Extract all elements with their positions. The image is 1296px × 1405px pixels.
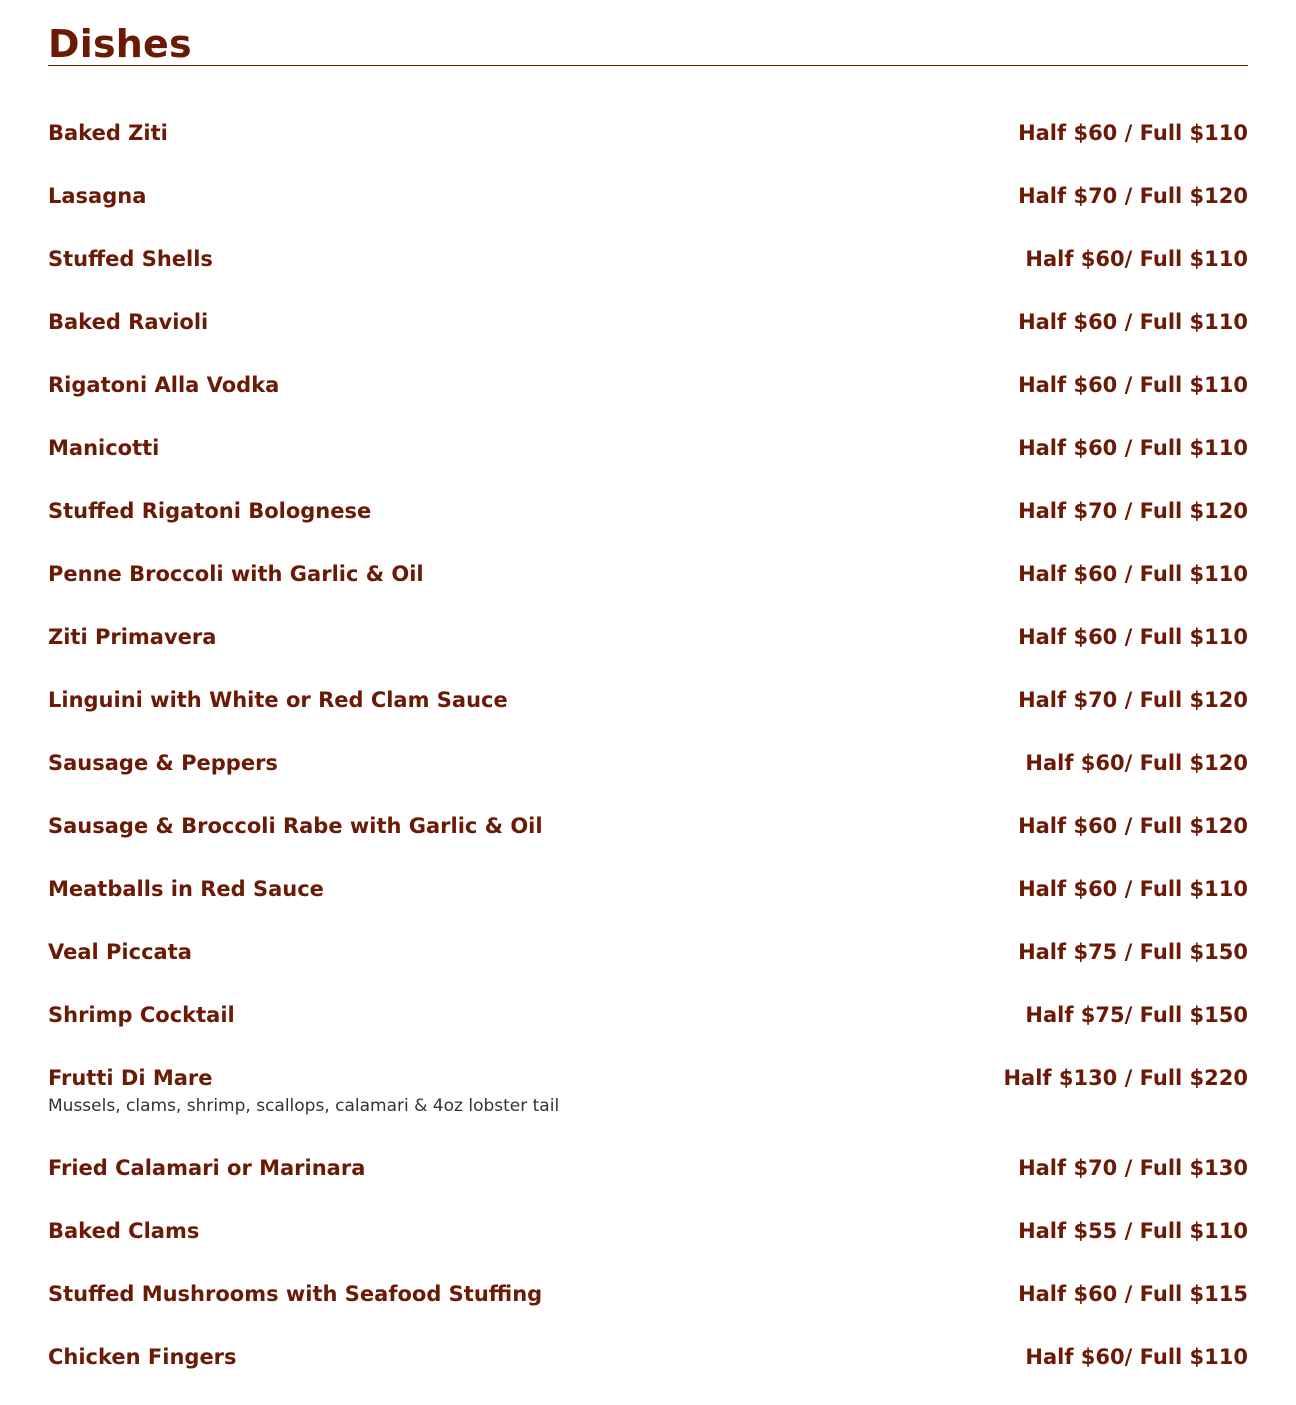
menu-item-row xyxy=(48,433,1248,463)
menu-item xyxy=(48,496,1248,559)
menu-item xyxy=(48,1279,1248,1342)
menu-item-price: Half $60 / Full $110 xyxy=(1018,436,1248,460)
menu-items-list xyxy=(48,66,1248,1405)
menu-item xyxy=(48,874,1248,937)
menu-item-price: Half $60/ Full $110 xyxy=(1025,1345,1248,1369)
menu-item xyxy=(48,433,1248,496)
menu-item xyxy=(48,937,1248,1000)
menu-item xyxy=(48,685,1248,748)
menu-item-row xyxy=(48,748,1248,778)
menu-item-price: Half $60/ Full $120 xyxy=(1025,751,1248,775)
menu-item-name: Lasagna xyxy=(48,184,147,208)
menu-item-row xyxy=(48,685,1248,715)
menu-item-name: Sausage & Broccoli Rabe with Garlic & Oil xyxy=(48,814,543,838)
menu-item-row xyxy=(48,811,1248,841)
menu-item-row xyxy=(48,874,1248,904)
menu-item-name: Baked Ravioli xyxy=(48,310,209,334)
menu-item-name: Stuffed Rigatoni Bolognese xyxy=(48,499,372,523)
menu-item xyxy=(48,1000,1248,1063)
menu-item-row xyxy=(48,1063,1248,1093)
menu-item-name: Meatballs in Red Sauce xyxy=(48,877,324,901)
menu-item-name: Fried Calamari or Marinara xyxy=(48,1156,366,1180)
menu-item-name: Ziti Primavera xyxy=(48,625,217,649)
menu-item-price: Half $60 / Full $110 xyxy=(1018,373,1248,397)
menu-item-name: Sausage & Peppers xyxy=(48,751,278,775)
menu-item-price: Half $60 / Full $115 xyxy=(1018,1282,1248,1306)
menu-item xyxy=(48,622,1248,685)
menu-item-row xyxy=(48,1153,1248,1183)
menu-item-row xyxy=(48,1342,1248,1372)
menu-item-row xyxy=(48,1000,1248,1030)
menu-item-row xyxy=(48,244,1248,274)
section-title: Dishes xyxy=(48,22,192,66)
menu-item-price: Half $75/ Full $150 xyxy=(1025,1003,1248,1027)
menu-item-row xyxy=(48,937,1248,967)
menu-item-price: Half $70 / Full $120 xyxy=(1018,688,1248,712)
menu-item xyxy=(48,811,1248,874)
menu-item-row xyxy=(48,559,1248,589)
menu-item xyxy=(48,1063,1248,1153)
menu-item-name: Shrimp Cocktail xyxy=(48,1003,235,1027)
menu-item-price: Half $70 / Full $130 xyxy=(1018,1156,1248,1180)
menu-item xyxy=(48,181,1248,244)
menu-item xyxy=(48,559,1248,622)
menu-item-price: Half $60 / Full $110 xyxy=(1018,121,1248,145)
menu-item xyxy=(48,1153,1248,1216)
menu-item-name: Baked Ziti xyxy=(48,121,168,145)
menu-item-price: Half $60/ Full $110 xyxy=(1025,247,1248,271)
menu-item-price: Half $60 / Full $110 xyxy=(1018,310,1248,334)
menu-item-name: Veal Piccata xyxy=(48,940,192,964)
menu-item xyxy=(48,118,1248,181)
menu-section xyxy=(48,0,1248,1405)
menu-item xyxy=(48,370,1248,433)
menu-item-name: Rigatoni Alla Vodka xyxy=(48,373,280,397)
menu-item xyxy=(48,307,1248,370)
menu-item-name: Frutti Di Mare xyxy=(48,1066,213,1090)
menu-item-name: Baked Clams xyxy=(48,1219,200,1243)
menu-item xyxy=(48,1216,1248,1279)
section-heading xyxy=(48,0,1248,66)
menu-item-row xyxy=(48,181,1248,211)
menu-item-name: Stuffed Shells xyxy=(48,247,213,271)
menu-item-price: Half $75 / Full $150 xyxy=(1018,940,1248,964)
menu-item-price: Half $60 / Full $110 xyxy=(1018,625,1248,649)
menu-item-price: Half $60 / Full $110 xyxy=(1018,562,1248,586)
menu-item-price: Half $60 / Full $110 xyxy=(1018,877,1248,901)
menu-item-row xyxy=(48,118,1248,148)
menu-item xyxy=(48,1342,1248,1405)
menu-item-row xyxy=(48,1216,1248,1246)
menu-item-price: Half $70 / Full $120 xyxy=(1018,499,1248,523)
menu-item xyxy=(48,748,1248,811)
menu-item-name: Stuffed Mushrooms with Seafood Stuffing xyxy=(48,1282,543,1306)
menu-item-name: Penne Broccoli with Garlic & Oil xyxy=(48,562,424,586)
menu-item xyxy=(48,244,1248,307)
menu-item-name: Manicotti xyxy=(48,436,160,460)
menu-item-price: Half $70 / Full $120 xyxy=(1018,184,1248,208)
menu-item-name: Linguini with White or Red Clam Sauce xyxy=(48,688,508,712)
menu-item-price: Half $60 / Full $120 xyxy=(1018,814,1248,838)
menu-item-row xyxy=(48,496,1248,526)
menu-item-row xyxy=(48,1279,1248,1309)
menu-item-row xyxy=(48,622,1248,652)
menu-item-description: Mussels, clams, shrimp, scallops, calamari & 4oz lobster tail xyxy=(48,1096,560,1116)
menu-item-row xyxy=(48,307,1248,337)
menu-item-row xyxy=(48,370,1248,400)
menu-item-price: Half $55 / Full $110 xyxy=(1018,1219,1248,1243)
menu-item-price: Half $130 / Full $220 xyxy=(1003,1066,1248,1090)
menu-item-name: Chicken Fingers xyxy=(48,1345,237,1369)
